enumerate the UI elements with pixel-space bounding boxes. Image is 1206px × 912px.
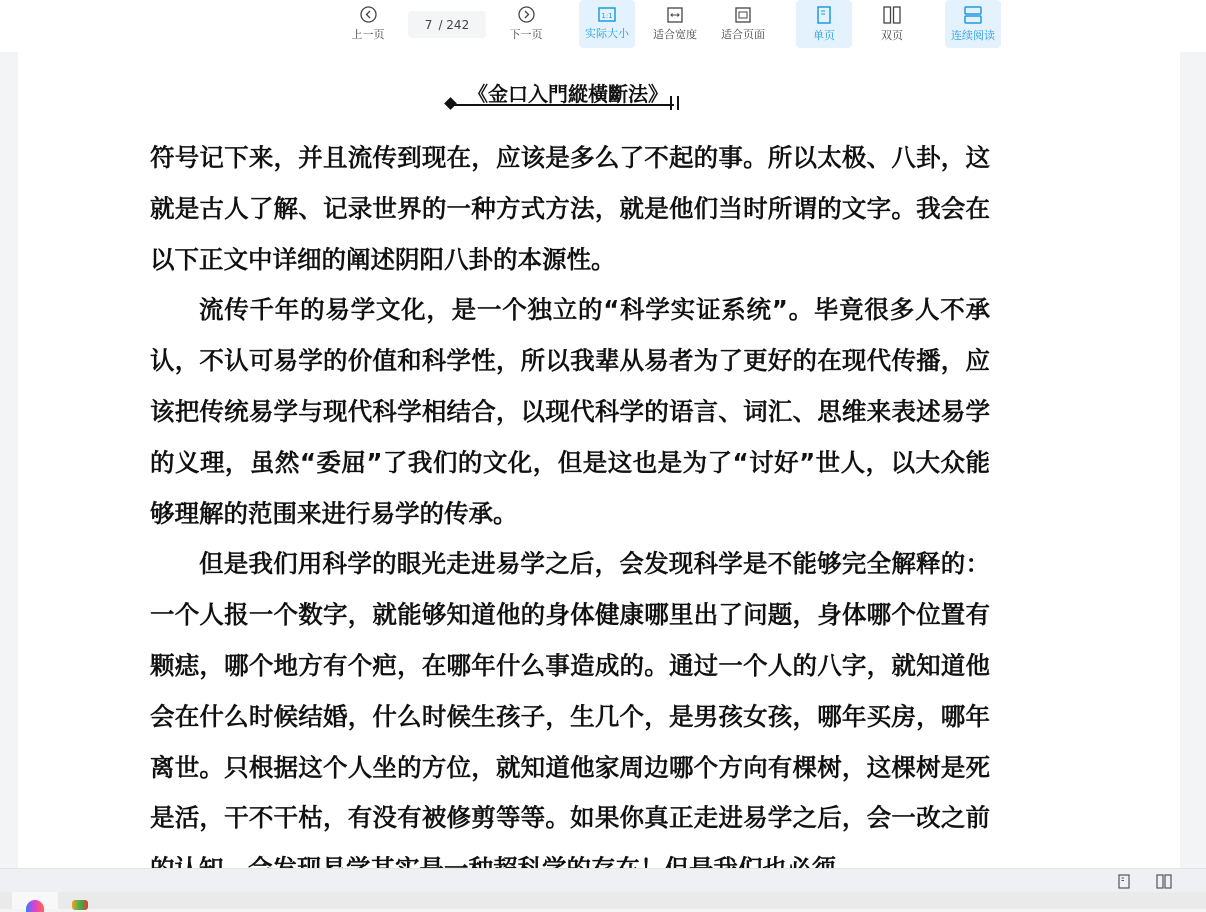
- next-page-label: 下一页: [509, 28, 543, 41]
- single-page-icon: [817, 6, 831, 24]
- double-page-icon: [883, 6, 901, 24]
- continuous-reading-label: 连续阅读: [951, 28, 995, 42]
- paragraph: 但是我们用科学的眼光走进易学之后，会发现科学是不能够完全解释的：一个人报一个数字，就能够知道他的身体健康哪里出了问题，身体哪个位置有颗痣，哪个地方有个疤，在哪年什么事造成的。通过一个人的八字，就知道他会在什么时候结婚，什么时候生孩子，生几个，是男孩女孩，哪年买房，哪年离世。只根据这个人坐的方位，就知道他家周边哪个方向有棵树，这棵树是死是活，干不干枯，有没有被修剪等等。如果你真正走进易学之后，会一改之前: [150, 549, 990, 833]
- fit-width-button[interactable]: [646, 0, 704, 48]
- status-bar: [0, 868, 1206, 893]
- fit-width-icon: [667, 7, 683, 23]
- actual-size-button[interactable]: [579, 0, 635, 48]
- double-page-button[interactable]: [866, 0, 918, 48]
- chevron-right-circle-icon: [518, 6, 535, 23]
- app-icon: [26, 900, 44, 912]
- continuous-reading-button[interactable]: [945, 0, 1001, 48]
- prev-page-button[interactable]: [343, 0, 393, 48]
- next-page-button[interactable]: [501, 0, 551, 48]
- continuous-reading-icon: [964, 6, 982, 24]
- page-body-text: [150, 133, 990, 895]
- page-number-input[interactable]: [408, 11, 486, 38]
- paragraph: 符号记下来，并且流传到现在，应该是多么了不起的事。所以太极、八卦，这就是古人了解、记录世界的一种方式方法，就是他们当时所谓的文字。我会在以下正文中详细的阐述阴阳八卦的本源性。: [150, 143, 990, 274]
- document-page: [18, 52, 1180, 868]
- double-page-view-icon[interactable]: [1156, 874, 1172, 889]
- single-page-button[interactable]: [796, 0, 852, 48]
- actual-size-icon: [598, 7, 616, 22]
- app-icon[interactable]: [72, 900, 88, 910]
- single-page-label: 单页: [813, 28, 835, 42]
- paragraph: 流传千年的易学文化，是一个独立的“科学实证系统”。毕竟很多人不承认，不认可易学的价值和科学性，所以我辈从易者为了更好的在现代传播，应该把传统易学与现代科学相结合，以现代科学的语言、词汇、思维来表述易学的义理，虽然“委屈”了我们的文化，但是这也是为了“讨好”世人，以大众能够理解的范围来进行易学的传承。: [150, 295, 990, 528]
- fit-page-label: 适合页面: [721, 27, 765, 41]
- page-header-title: 《金口入門縱橫斷法》: [468, 82, 668, 106]
- double-page-label: 双页: [881, 28, 903, 42]
- taskbar: [0, 892, 1206, 909]
- total-pages: / 242: [438, 17, 470, 32]
- fit-page-button[interactable]: [714, 0, 772, 48]
- fit-page-icon: [735, 7, 751, 23]
- single-page-view-icon[interactable]: [1118, 874, 1130, 889]
- svg-text:1:1: 1:1: [601, 12, 613, 20]
- fit-width-label: 适合宽度: [653, 27, 697, 41]
- chevron-left-circle-icon: [360, 6, 377, 23]
- prev-page-label: 上一页: [351, 28, 385, 41]
- current-page: 7: [424, 17, 433, 32]
- actual-size-label: 实际大小: [585, 27, 629, 40]
- toolbar: [0, 0, 1206, 52]
- taskbar-active-app[interactable]: [12, 892, 58, 909]
